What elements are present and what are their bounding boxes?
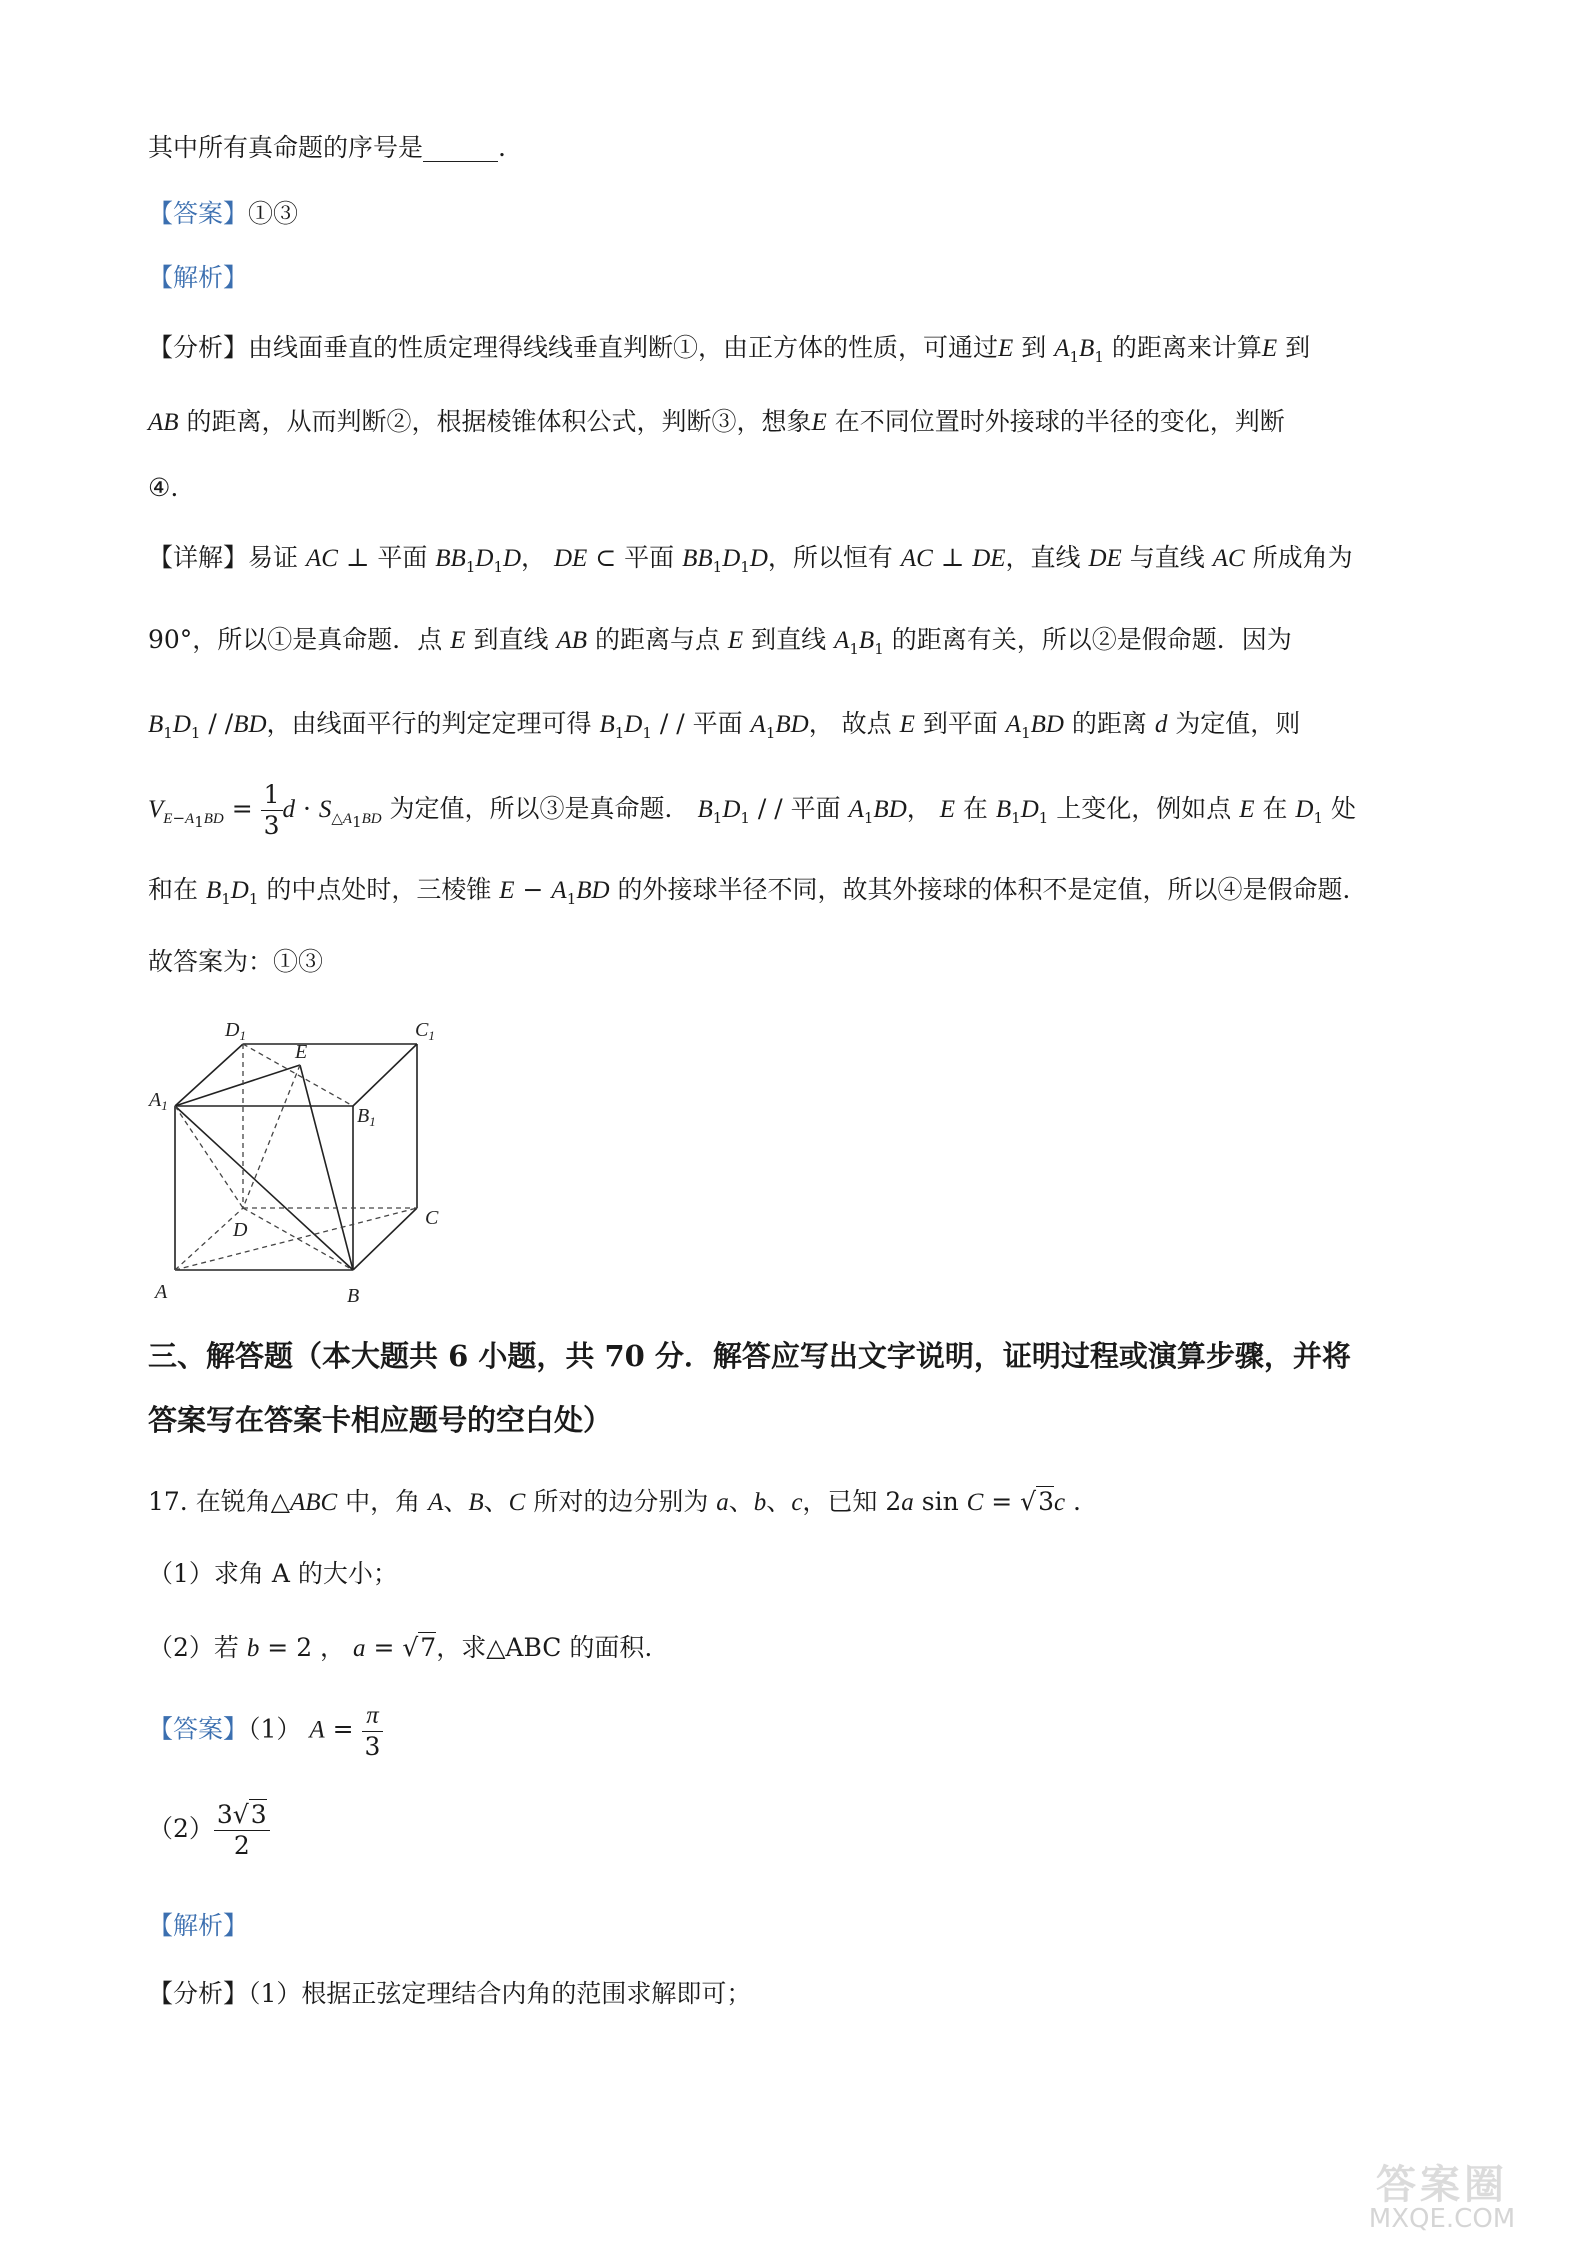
q16-xiangjie-line-3: $B_1D_1 / /BD$，由线面平行的判定定理可得 $B_1D_1$ / / 平面 $A_1BD$， 故点 E 到平面 $A_1BD$ 的距离 d 为定值，则 xyxy=(148,709,1301,742)
watermark-url: MXQE.COM xyxy=(1368,2204,1516,2234)
q17-part2-text: （2）若 xyxy=(148,1633,239,1662)
q16-fenxi-line-1: 【分析】由线面垂直的性质定理得线线垂直判断①，由正方体的性质，可通过E 到 $A_1B_1$ 的距离来计算E 到 xyxy=(148,333,1311,366)
q17-part2: （2）若 b = 2 ， a = √7，求△ABC 的面积. xyxy=(148,1633,653,1662)
q17-stem-text: 中，角 xyxy=(345,1487,421,1516)
segment-ed-hidden xyxy=(243,1065,300,1208)
label-d: D xyxy=(233,1219,248,1241)
section3-title-2: 答案写在答案卡相应题号的空白处） xyxy=(148,1403,613,1437)
watermark-text: 答案圈 xyxy=(1376,2162,1508,2208)
analysis-tag: 【解析】 xyxy=(148,1911,249,1940)
q17-stem: 17. 在锐角△ABC 中，角 A、B、C 所对的边分别为 a、b、c，已知 2a sin C = √3c . xyxy=(148,1487,1082,1516)
cube-figure xyxy=(145,1010,465,1310)
label-c: C xyxy=(425,1207,439,1229)
q16-final-answer: 故答案为：①③ xyxy=(148,947,324,976)
fenxi-tag: 【分析】 xyxy=(148,1979,249,2008)
fraction-one-third: $\frac{1}{3}$ xyxy=(261,780,283,841)
q16-answer-line xyxy=(148,196,298,232)
answer-tag: 【答案】 xyxy=(148,1714,249,1744)
label-a: A xyxy=(155,1281,168,1303)
q16-xiangjie-line-2: 90°，所以①是真命题．点 E 到直线 AB 的距离与点 E 到直线 $A_1B_1$ 的距离有关，所以②是假命题．因为 xyxy=(148,625,1292,658)
q16-xiangjie-line-5: 和在 $B_1D_1$ 的中点处时，三棱锥 $E - A_1BD$ 的外接球半径不同，故其外接球的体积不是定值，所以④是假命题． xyxy=(148,875,1368,908)
label-a1: $A_1$ xyxy=(149,1089,168,1113)
section3-title-1: 三、解答题（本大题共 6 小题，共 70 分．解答应写出文字说明，证明过程或演算步骤，并将 xyxy=(148,1339,1351,1373)
fenxi-text: 的距离，从而判断②，根据棱锥体积公式，判断③，想象 xyxy=(186,407,812,436)
q17-answer-2 xyxy=(148,1800,270,1861)
q17-part1: （1）求角 A 的大小； xyxy=(148,1559,398,1588)
q17-stem-text: ，已知 xyxy=(802,1487,878,1516)
segment-a1d-hidden xyxy=(175,1106,243,1208)
xiangjie-tag: 【详解】 xyxy=(148,543,249,572)
q16-analysis-tag xyxy=(148,260,248,296)
fraction-3root3-over-2: $\frac{3√3}{2}$ xyxy=(214,1800,270,1861)
fraction-pi-over-3: $\frac{\pi}{3}$ xyxy=(362,1700,384,1762)
analysis-tag: 【解析】 xyxy=(148,263,249,292)
q17-answer-1: 【答案】（1） A = $\frac{\pi}{3}$ xyxy=(148,1700,383,1762)
label-c1: $C_1$ xyxy=(415,1019,435,1043)
fenxi-text: 由线面垂直的性质定理得线线垂直判断①，由正方体的性质，可通过 xyxy=(248,333,999,362)
edge-a1d1 xyxy=(175,1044,243,1106)
answer-tag: 【答案】 xyxy=(148,199,249,228)
q16-prompt: 其中所有真命题的序号是______. xyxy=(148,133,506,162)
q16-fenxi-line-2: AB 的距离，从而判断②，根据棱锥体积公式，判断③，想象E 在不同位置时外接球的半径的变化，判断 xyxy=(148,407,1285,436)
fenxi-tag: 【分析】 xyxy=(148,333,249,362)
segment-a1e xyxy=(175,1065,300,1106)
watermark xyxy=(1327,2153,1557,2233)
label-d1: $D_1$ xyxy=(225,1019,246,1043)
q17-fenxi xyxy=(148,1976,751,2012)
answer-value: ①③ xyxy=(248,199,299,228)
label-b: B xyxy=(347,1285,360,1307)
q17-stem-text: 所对的边分别为 xyxy=(533,1487,709,1516)
edge-bc xyxy=(353,1208,417,1270)
label-e: E xyxy=(295,1041,308,1063)
q17-part2-text: ，求△ABC 的面积. xyxy=(436,1633,653,1662)
fenxi-text: 在不同位置时外接球的半径的变化，判断 xyxy=(834,407,1285,436)
label-b1: $B_1$ xyxy=(357,1105,376,1129)
fenxi-text: 的距离来计算 xyxy=(1111,333,1262,362)
q16-xiangjie-line-1: 【详解】易证 AC ⊥ 平面 $BB_1D_1D$， DE ⊂ 平面 $BB_1D_1D$，所以恒有 AC ⊥ DE，直线 DE 与直线 AC 所成角为 xyxy=(148,543,1353,576)
fenxi-text: （1）根据正弦定理结合内角的范围求解即可； xyxy=(248,1979,752,2008)
q16-fenxi-line-3: ④. xyxy=(148,473,179,502)
q16-xiangjie-line-4: $V_{E-A_1BD}$ = $\frac{1}{3}$ $d \cdot S_{\triangle A_1BD}$ 为定值，所以③是真命题． $B_1D_1$ / / 平面 $A_1BD$， E 在 $B_1D_1$ 上变化，例如点 E 在 $D_1$ 处 xyxy=(148,780,1356,840)
segment-eb xyxy=(300,1065,353,1270)
q17-analysis-tag xyxy=(148,1908,248,1944)
ans2-label: （2） xyxy=(148,1814,214,1843)
q17-stem-text: 17. 在锐角△ xyxy=(148,1487,290,1516)
ans1-label: （1） xyxy=(248,1714,302,1744)
edge-b1c1 xyxy=(353,1044,417,1106)
